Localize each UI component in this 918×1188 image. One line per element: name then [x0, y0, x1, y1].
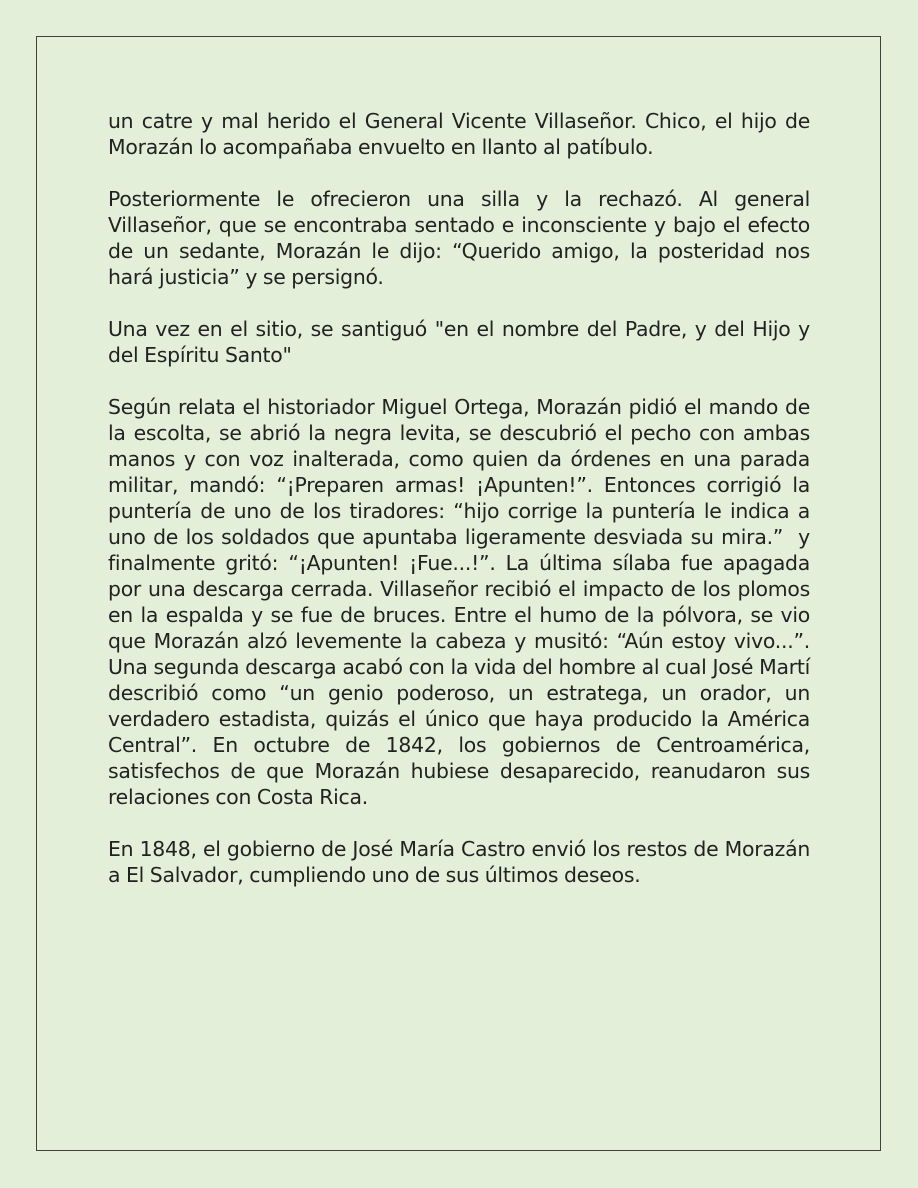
document-body — [108, 108, 816, 914]
paragraph-1: un catre y mal herido el General Vicente Villaseñor. Chico, el hijo de Morazán lo acompañaba envuelto en llanto al patíbulo. — [108, 109, 816, 159]
paragraph-5: En 1848, el gobierno de José María Castro envió los restos de Morazán a El Salvador, cumpliendo uno de sus últimos deseos. — [108, 837, 816, 887]
paragraph-2: Posteriormente le ofrecieron una silla y la rechazó. Al general Villaseñor, que se encontraba sentado e inconsciente y bajo el efecto de un sedante, Morazán le dijo: “Querido amigo, la posteridad nos hará justicia” y se persignó. — [108, 187, 816, 289]
paragraph-4: Según relata el historiador Miguel Ortega, Morazán pidió el mando de la escolta, se abrió la negra levita, se descubrió el pecho con ambas manos y con voz inalterada, como quien da órdenes en una parada militar, mandó: “¡Preparen armas! ¡Apunten!”. Entonces corrigió la puntería de uno de los tiradores: “hijo corrige la puntería le indica a uno de los soldados que apuntaba ligeramente desviada su mira.” y finalmente gritó: “¡Apunten! ¡Fue...!”. La última sílaba fue apagada por una descarga cerrada. Villaseñor recibió el impacto de los plomos en la espalda y se fue de bruces. Entre el humo de la pólvora, se vio que Morazán alzó levemente la cabeza y musitó: “Aún estoy vivo...”. Una segunda descarga acabó con la vida del hombre al cual José Martí describió como “un genio poderoso, un estratega, un orador, un verdadero estadista, quizás el único que haya producido la América Central”. En octubre de 1842, los gobiernos de Centroamérica, satisfechos de que Morazán hubiese desaparecido, reanudaron sus relaciones con Costa Rica. — [108, 395, 816, 809]
paragraph-3: Una vez en el sitio, se santiguó "en el nombre del Padre, y del Hijo y del Espíritu Santo" — [108, 317, 816, 367]
